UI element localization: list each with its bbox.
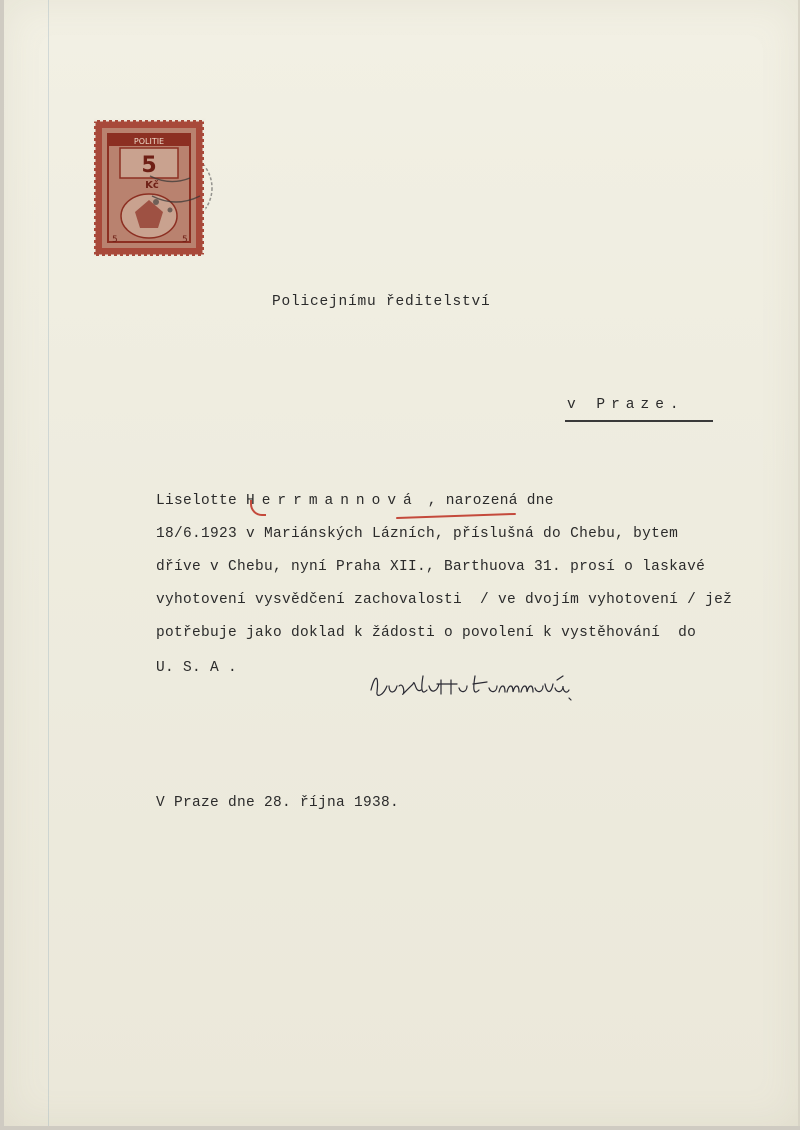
signature-icon	[369, 668, 579, 708]
city-line: v Praze.	[567, 397, 685, 413]
body-line-2: 18/6.1923 v Mariánských Lázních, příslušná do Chebu, bytem	[156, 526, 679, 542]
revenue-stamp	[90, 116, 220, 262]
svg-text:5: 5	[182, 235, 188, 245]
city-underline	[565, 420, 713, 422]
margin-line	[48, 0, 49, 1126]
applicant-surname: Herrmannová	[246, 493, 419, 509]
birth-intro: , narozená dne	[418, 493, 554, 509]
date-line: V Praze dne 28. října 1938.	[156, 795, 400, 811]
handwritten-signature	[369, 668, 579, 708]
body-line-6: U. S. A .	[156, 660, 238, 676]
stamp-currency: Kč	[145, 180, 159, 191]
body-line-3: dříve v Chebu, nyní Praha XII., Barthuova 31. prosí o laskavé	[156, 559, 706, 575]
svg-text:5: 5	[112, 235, 118, 245]
body-line-5: potřebuje jako doklad k žádosti o povolení k vystěhování do	[156, 625, 697, 641]
stamp-value: 5	[141, 153, 157, 178]
applicant-first-name: Liselotte	[156, 493, 247, 509]
body-line-4: vyhotovení vysvědčení zachovalosti / ve dvojím vyhotovení / jež	[156, 592, 733, 608]
stamp-label: POLITIE	[133, 137, 165, 146]
addressee-heading: Policejnímu ředitelství	[272, 294, 491, 310]
body-line-1	[156, 493, 554, 509]
document-page	[4, 0, 800, 1126]
revenue-stamp-icon	[90, 116, 220, 262]
red-pencil-underline	[396, 513, 516, 519]
